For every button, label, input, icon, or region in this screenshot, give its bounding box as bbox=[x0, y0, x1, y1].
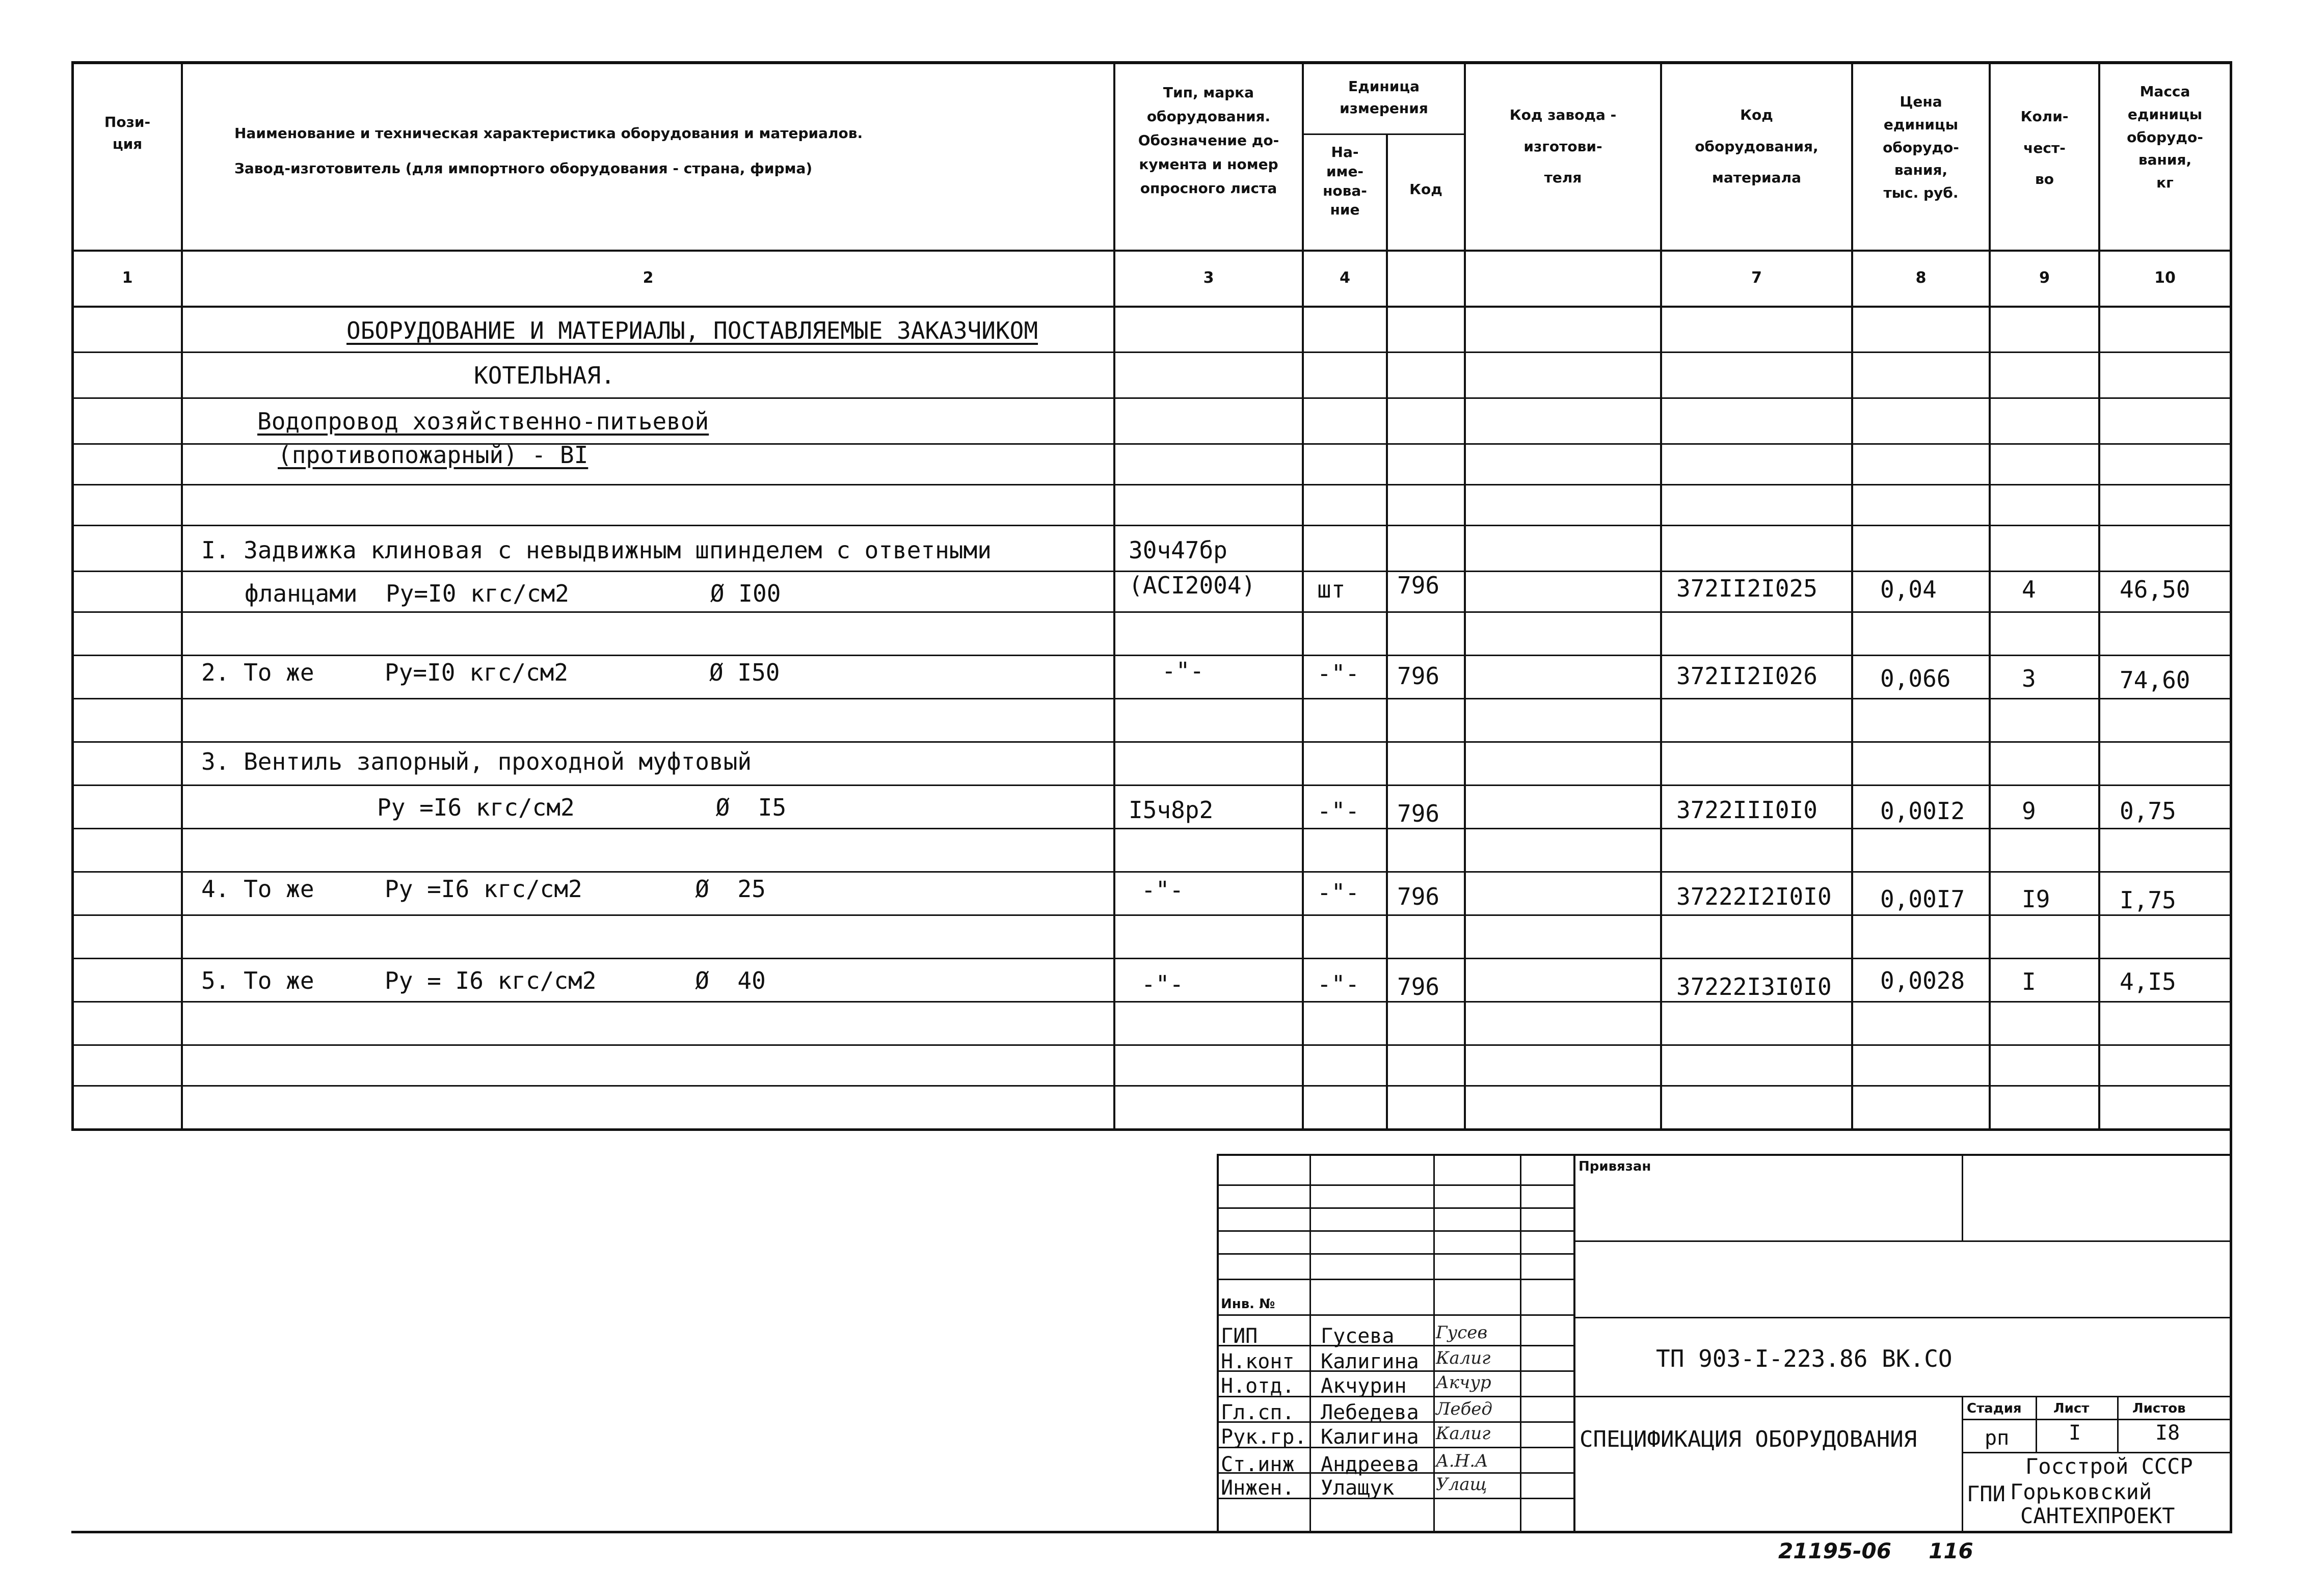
header-mass: Масса единицы оборудо- вания, кг bbox=[2127, 83, 2203, 192]
item-3-qty: 9 bbox=[2022, 797, 2036, 825]
header-unit: Единица измерения bbox=[1340, 78, 1428, 117]
item-2-unit: -"- bbox=[1317, 660, 1360, 687]
item-4-mass: I,75 bbox=[2120, 886, 2176, 914]
col-number: 3 bbox=[1203, 269, 1214, 287]
staff-signature: Акчур bbox=[1436, 1372, 1491, 1393]
privyazan-label: Привязан bbox=[1579, 1159, 1651, 1174]
header-unit-code: Код bbox=[1409, 181, 1442, 198]
staff-signature: Улащ bbox=[1436, 1474, 1487, 1495]
item-1-type: 30ч47бр bbox=[1129, 536, 1227, 564]
item-1-name-line2: фланцами Ру=I0 кгс/см2 Ø I00 bbox=[245, 580, 781, 607]
staff-name: Акчурин bbox=[1321, 1374, 1407, 1398]
header-type: Тип, марка оборудования. Обозначение до- кумента и номер опросного листа bbox=[1138, 84, 1279, 197]
header-unit-name: На- име- нова- ние bbox=[1323, 144, 1367, 219]
item-4-type: -"- bbox=[1141, 876, 1184, 904]
item-4-unit-code: 796 bbox=[1397, 883, 1440, 910]
staff-name: Андреева bbox=[1321, 1453, 1419, 1476]
item-3-code: 3722III0I0 bbox=[1676, 796, 1817, 824]
sheets-value: I8 bbox=[2155, 1421, 2180, 1445]
stage-label: Стадия bbox=[1967, 1401, 2022, 1416]
item-5-qty: I bbox=[2022, 968, 2036, 995]
item-4-unit: -"- bbox=[1317, 879, 1360, 906]
item-3-type: I5ч8р2 bbox=[1129, 796, 1214, 824]
section-title: ОБОРУДОВАНИЕ И МАТЕРИАЛЫ, ПОСТАВЛЯЕМЫЕ ЗАКАЗЧИКОМ bbox=[346, 317, 1038, 344]
staff-signature: Калиг bbox=[1436, 1348, 1491, 1368]
org-line3: САНТЕХПРОЕКТ bbox=[2020, 1503, 2175, 1528]
item-2-code: 372II2I026 bbox=[1676, 662, 1817, 690]
system-name-line2: (противопожарный) - BI bbox=[278, 441, 589, 469]
item-2-type: -"- bbox=[1162, 657, 1205, 685]
item-2-name: 2. То же Ру=I0 кгс/см2 Ø I50 bbox=[201, 659, 780, 686]
staff-role: Н.отд. bbox=[1221, 1374, 1295, 1398]
item-2-unit-code: 796 bbox=[1397, 662, 1440, 690]
item-4-qty: I9 bbox=[2022, 885, 2050, 913]
item-5-mass: 4,I5 bbox=[2120, 968, 2176, 995]
staff-role: Гл.сп. bbox=[1221, 1401, 1295, 1424]
item-3-mass: 0,75 bbox=[2120, 797, 2176, 825]
staff-signature: Лебед bbox=[1436, 1399, 1492, 1419]
header-name: Наименование и техническая характеристика оборудования и материалов. Завод-изготовитель (для импортного оборудования - страна, фирма) bbox=[234, 125, 863, 177]
item-1-mass: 46,50 bbox=[2120, 576, 2190, 603]
item-1-unit-code: 796 bbox=[1397, 572, 1440, 599]
header-position: Пози- ция bbox=[104, 114, 151, 153]
sheet-value: I bbox=[2069, 1421, 2081, 1445]
header-quantity: Коли- чест- во bbox=[2020, 108, 2069, 188]
staff-name: Гусева bbox=[1321, 1324, 1395, 1348]
item-3-unit-code: 796 bbox=[1397, 800, 1440, 827]
item-5-unit: -"- bbox=[1317, 970, 1360, 998]
header-factory-code: Код завода - изготови- теля bbox=[1509, 106, 1617, 186]
col-number: 2 bbox=[643, 269, 654, 287]
inv-no-label: Инв. № bbox=[1221, 1296, 1275, 1312]
item-3-name-line2: Ру =I6 кгс/см2 Ø I5 bbox=[377, 794, 787, 821]
item-1-name-line1: I. Задвижка клиновая с невыдвижным шпинделем с ответными bbox=[201, 536, 992, 564]
col-number: 10 bbox=[2154, 269, 2176, 287]
staff-name: Улащук bbox=[1321, 1476, 1395, 1500]
item-5-code: 37222I3I0I0 bbox=[1676, 973, 1832, 1000]
item-1-price: 0,04 bbox=[1880, 576, 1937, 603]
item-1-unit: шт bbox=[1317, 576, 1346, 603]
item-2-price: 0,066 bbox=[1880, 665, 1951, 692]
item-1-code: 372II2I025 bbox=[1676, 575, 1817, 602]
item-1-qty: 4 bbox=[2022, 576, 2036, 603]
sheet-label: Лист bbox=[2053, 1401, 2090, 1416]
col-number: 7 bbox=[1751, 269, 1762, 287]
col-number: 9 bbox=[2039, 269, 2050, 287]
staff-role: Рук.гр. bbox=[1221, 1425, 1307, 1449]
item-3-price: 0,00I2 bbox=[1880, 797, 1965, 825]
col-number: 4 bbox=[1340, 269, 1350, 287]
item-5-unit-code: 796 bbox=[1397, 973, 1440, 1000]
section-subtitle: КОТЕЛЬНАЯ. bbox=[474, 362, 615, 389]
item-3-unit: -"- bbox=[1317, 797, 1360, 825]
item-4-code: 37222I2I0I0 bbox=[1676, 883, 1832, 910]
staff-role: ГИП bbox=[1221, 1324, 1258, 1348]
item-4-name: 4. То же Ру =I6 кгс/см2 Ø 25 bbox=[201, 875, 766, 903]
header-equipment-code: Код оборудования, материала bbox=[1695, 106, 1818, 186]
document-code: ТП 903-I-223.86 ВК.СО bbox=[1656, 1345, 1953, 1372]
header-price: Цена единицы оборудо- вания, тыс. руб. bbox=[1883, 93, 1959, 202]
item-5-price: 0,0028 bbox=[1880, 967, 1965, 994]
col-number: 8 bbox=[1915, 269, 1927, 287]
staff-signature: Гусев bbox=[1436, 1322, 1488, 1343]
sheets-label: Листов bbox=[2132, 1401, 2186, 1416]
staff-name: Калигина bbox=[1321, 1350, 1419, 1373]
item-2-mass: 74,60 bbox=[2120, 666, 2190, 694]
stage-value: рп bbox=[1985, 1426, 2010, 1450]
staff-name: Лебедева bbox=[1321, 1401, 1419, 1424]
org-line2: Горьковский bbox=[2010, 1479, 2152, 1504]
org-prefix: ГПИ bbox=[1967, 1481, 2005, 1506]
staff-signature: А.Н.А bbox=[1436, 1451, 1488, 1471]
item-2-qty: 3 bbox=[2022, 665, 2036, 692]
item-3-name-line1: 3. Вентиль запорный, проходной муфтовый bbox=[201, 748, 752, 775]
staff-role: Н.конт bbox=[1221, 1350, 1295, 1373]
item-5-type: -"- bbox=[1141, 970, 1184, 998]
col-number: 1 bbox=[122, 269, 133, 287]
staff-role: Ст.инж bbox=[1221, 1453, 1295, 1476]
staff-signature: Калиг bbox=[1436, 1423, 1491, 1444]
org-line1: Госстрой СССР bbox=[2025, 1454, 2193, 1479]
item-4-price: 0,00I7 bbox=[1880, 885, 1965, 913]
document-title: СПЕЦИФИКАЦИЯ ОБОРУДОВАНИЯ bbox=[1580, 1426, 1917, 1452]
item-5-name: 5. То же Ру = I6 кгс/см2 Ø 40 bbox=[201, 967, 766, 994]
staff-name: Калигина bbox=[1321, 1425, 1419, 1449]
system-name-line1: Водопровод хозяйственно-питьевой bbox=[257, 408, 709, 435]
archive-number: 21195-06 116 bbox=[1778, 1538, 1973, 1563]
staff-role: Инжен. bbox=[1221, 1476, 1295, 1500]
item-1-doc: (АСI2004) bbox=[1129, 572, 1256, 599]
